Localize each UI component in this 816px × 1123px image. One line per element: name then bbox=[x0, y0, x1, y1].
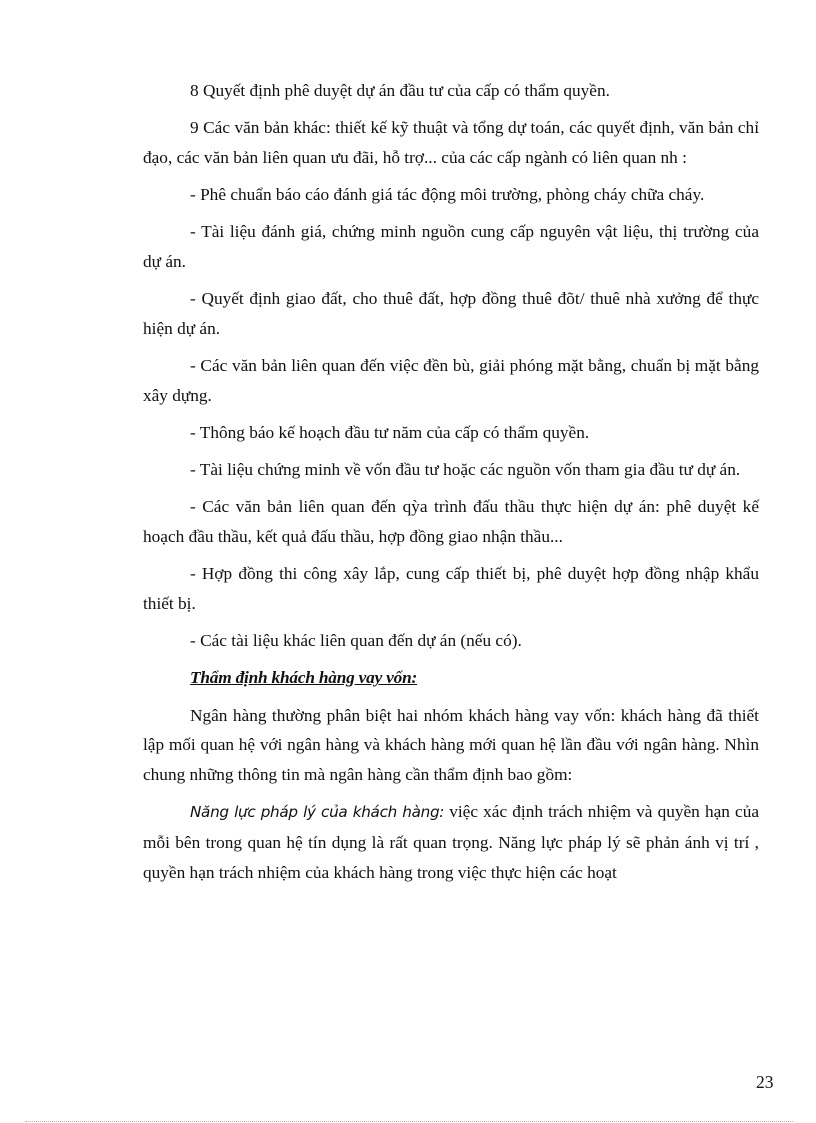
page-bottom-edge bbox=[25, 1121, 793, 1122]
bullet-other-documents: - Các tài liệu khác liên quan đến dự án (nếu có). bbox=[190, 631, 522, 651]
bullet-construction-contracts: - Hợp đồng thi công xây lắp, cung cấp thiết bị, phê duyệt hợp đồng nhập khẩu thiết bị. bbox=[143, 564, 759, 614]
document-body bbox=[143, 76, 759, 895]
bullet-land-allocation: - Quyết định giao đất, cho thuê đất, hợp đồng thuê đõt/ thuê nhà xưởng để thực hiện dự án. bbox=[143, 289, 759, 338]
legal-capacity-paragraph bbox=[143, 797, 759, 887]
intro-paragraph: Ngân hàng thường phân biệt hai nhóm khách hàng vay vốn: khách hàng đã thiết lập mối quan hệ với ngân hàng và khách hàng mới quan hệ lần đầu với ngân hàng. Nhìn chung những thông tin mà ngân hàng cần thẩm định bao gồm: bbox=[143, 705, 759, 785]
legal-capacity-lead: Năng lực pháp lý của khách hàng: bbox=[190, 803, 445, 822]
bullet-bidding-documents: - Các văn bản liên quan đến qỳa trình đấu thầu thực hiện dự án: phê duyệt kế hoạch đầu thầu, kết quả đấu thầu, hợp đồng giao nhận thầu... bbox=[143, 497, 759, 547]
page-number: 23 bbox=[756, 1072, 774, 1092]
legal-capacity-text: việc xác định trách nhiệm và quyền hạn của mỗi bên trong quan hệ tín dụng là rất quan trọng. Năng lực pháp lý sẽ phản ánh vị trí , quyền hạn trách nhiệm của khách hàng trong việc thực hiện các hoạt bbox=[143, 802, 760, 882]
paragraph-item-9: 9 Các văn bản khác: thiết kế kỹ thuật và tổng dự toán, các quyết định, văn bản chỉ đạo, các văn bản liên quan ưu đãi, hỗ trợ... của các cấp ngành có liên quan nh : bbox=[143, 118, 759, 167]
bullet-investment-plan: - Thông báo kế hoạch đầu tư năm của cấp có thẩm quyền. bbox=[190, 423, 590, 443]
section-heading: Thẩm định khách hàng vay vốn: bbox=[190, 668, 418, 688]
bullet-site-clearance: - Các văn bản liên quan đến việc đền bù, giải phóng mặt bằng, chuẩn bị mặt bằng xây dựng. bbox=[143, 356, 759, 405]
bullet-environment-approval: - Phê chuẩn báo cáo đánh giá tác động môi trường, phòng cháy chữa cháy. bbox=[190, 185, 705, 205]
bullet-materials-market: - Tài liệu đánh giá, chứng minh nguồn cung cấp nguyên vật liệu, thị trường của dự án. bbox=[143, 222, 759, 272]
paragraph-item-8: 8 Quyết định phê duyệt dự án đầu tư của cấp có thẩm quyền. bbox=[190, 81, 610, 100]
bullet-capital-proof: - Tài liệu chứng minh về vốn đầu tư hoặc các nguồn vốn tham gia đầu tư dự án. bbox=[190, 460, 741, 480]
